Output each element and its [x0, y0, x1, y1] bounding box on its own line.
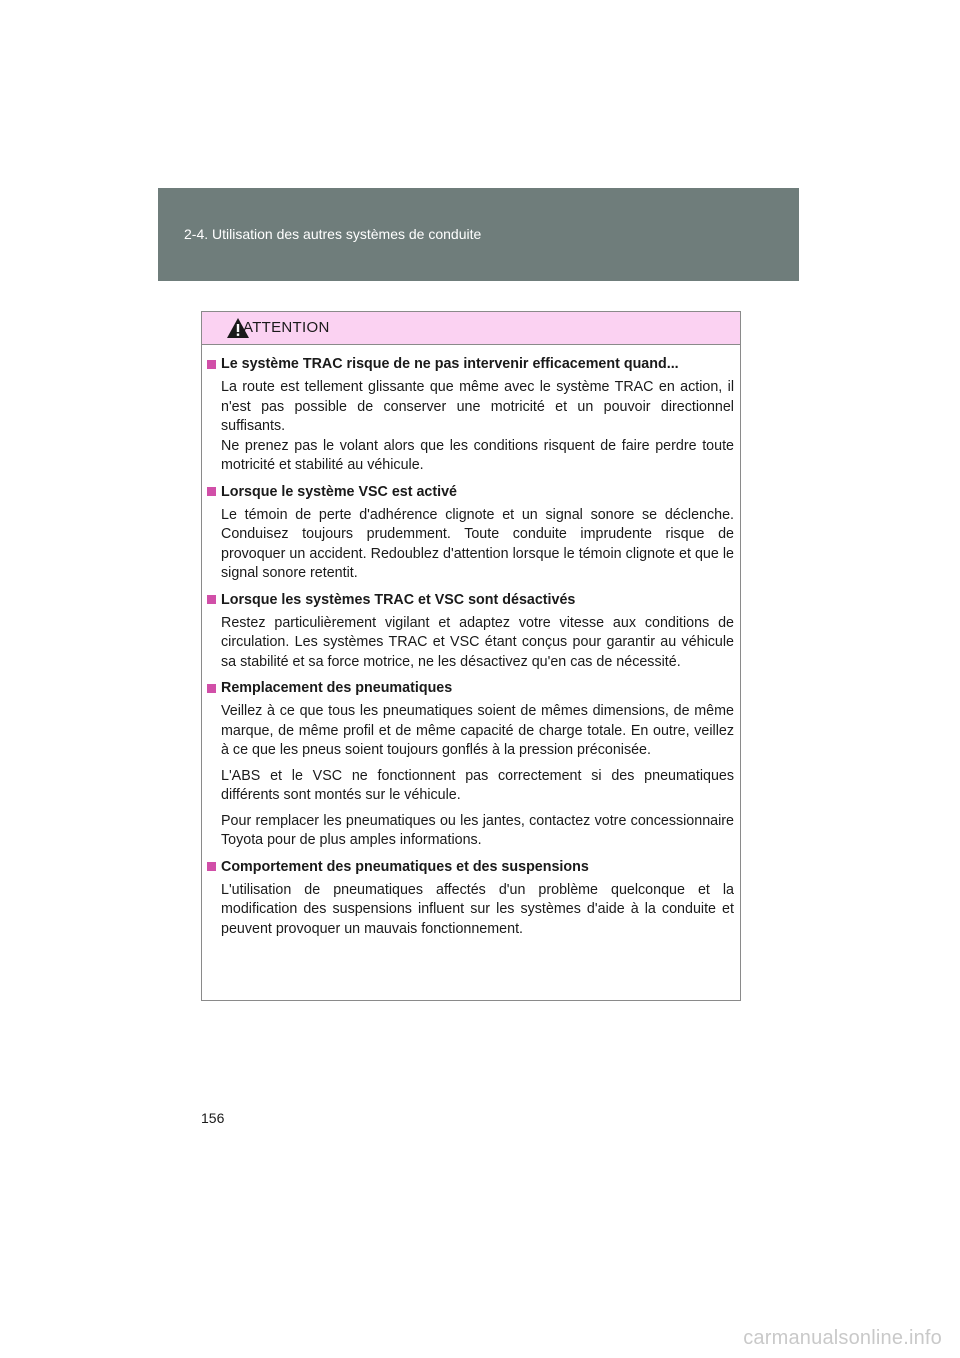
- bullet-square-icon: [207, 360, 216, 369]
- section-paragraph: Pour remplacer les pneumatiques ou les jantes, contactez votre concessionnaire Toyota pour de plus amples informations.: [221, 812, 734, 848]
- warning-section: [207, 857, 735, 940]
- section-paragraph: La route est tellement glissante que même avec le système TRAC en action, il n'est pas possible de conserver une motricité et un pouvoir directionnel suffisants. Ne prenez pas le volant alors que les conditions risquent de faire perdre toute motricité et stabilité au véhicule.: [221, 379, 734, 473]
- section-paragraph: L'utilisation de pneumatiques affectés d'un problème quelconque et la modification des suspensions influent sur les systèmes d'aide à la conduite et peuvent provoquer un mauvais fonctionnement.: [221, 881, 734, 937]
- bullet-square-icon: [207, 595, 216, 604]
- warning-body: [202, 345, 740, 939]
- bullet-square-icon: [207, 862, 216, 871]
- page-number: 156: [201, 1110, 225, 1126]
- bullet-square-icon: [207, 684, 216, 693]
- warning-title: ATTENTION: [243, 319, 330, 336]
- warning-box: [201, 311, 741, 1001]
- section-title: Comportement des pneumatiques et des suspensions: [207, 857, 735, 877]
- bullet-square-icon: [207, 487, 216, 496]
- section-paragraph: Le témoin de perte d'adhérence clignote et un signal sonore se déclenche. Conduisez toujours prudemment. Toute conduite imprudente risque de provoquer un accident. Redoublez d'attention lorsque le témoin clignote et que le signal sonore retentit.: [221, 506, 734, 581]
- warning-header: [202, 312, 740, 345]
- section-paragraph: Veillez à ce que tous les pneumatiques soient de mêmes dimensions, de même marque, de même profil et de même capacité de charge totale. En outre, veillez à ce que les pneus soient toujours gonflés à la pression préconisée.: [221, 703, 734, 758]
- chapter-title: 2-4. Utilisation des autres systèmes de conduite: [184, 226, 482, 242]
- section-paragraph: L'ABS et le VSC ne fonctionnent pas correctement si des pneumatiques différents sont montés sur le véhicule.: [221, 767, 734, 803]
- section-paragraph: Restez particulièrement vigilant et adaptez votre vitesse aux conditions de circulation. Les systèmes TRAC et VSC étant conçus pour garantir au véhicule sa stabilité et sa force motrice, ne les désactivez qu'en cas de nécessité.: [221, 614, 734, 670]
- chapter-header-band: [158, 188, 799, 281]
- section-title: Remplacement des pneumatiques: [207, 678, 735, 698]
- warning-section: [207, 354, 735, 476]
- warning-section: [207, 482, 735, 584]
- section-title: Lorsque les systèmes TRAC et VSC sont désactivés: [207, 590, 735, 610]
- section-title: Le système TRAC risque de ne pas intervenir efficacement quand...: [207, 354, 735, 374]
- warning-section: [207, 590, 735, 673]
- section-title: Lorsque le système VSC est activé: [207, 482, 735, 502]
- warning-section: [207, 678, 735, 851]
- watermark: carmanualsonline.info: [743, 1327, 942, 1349]
